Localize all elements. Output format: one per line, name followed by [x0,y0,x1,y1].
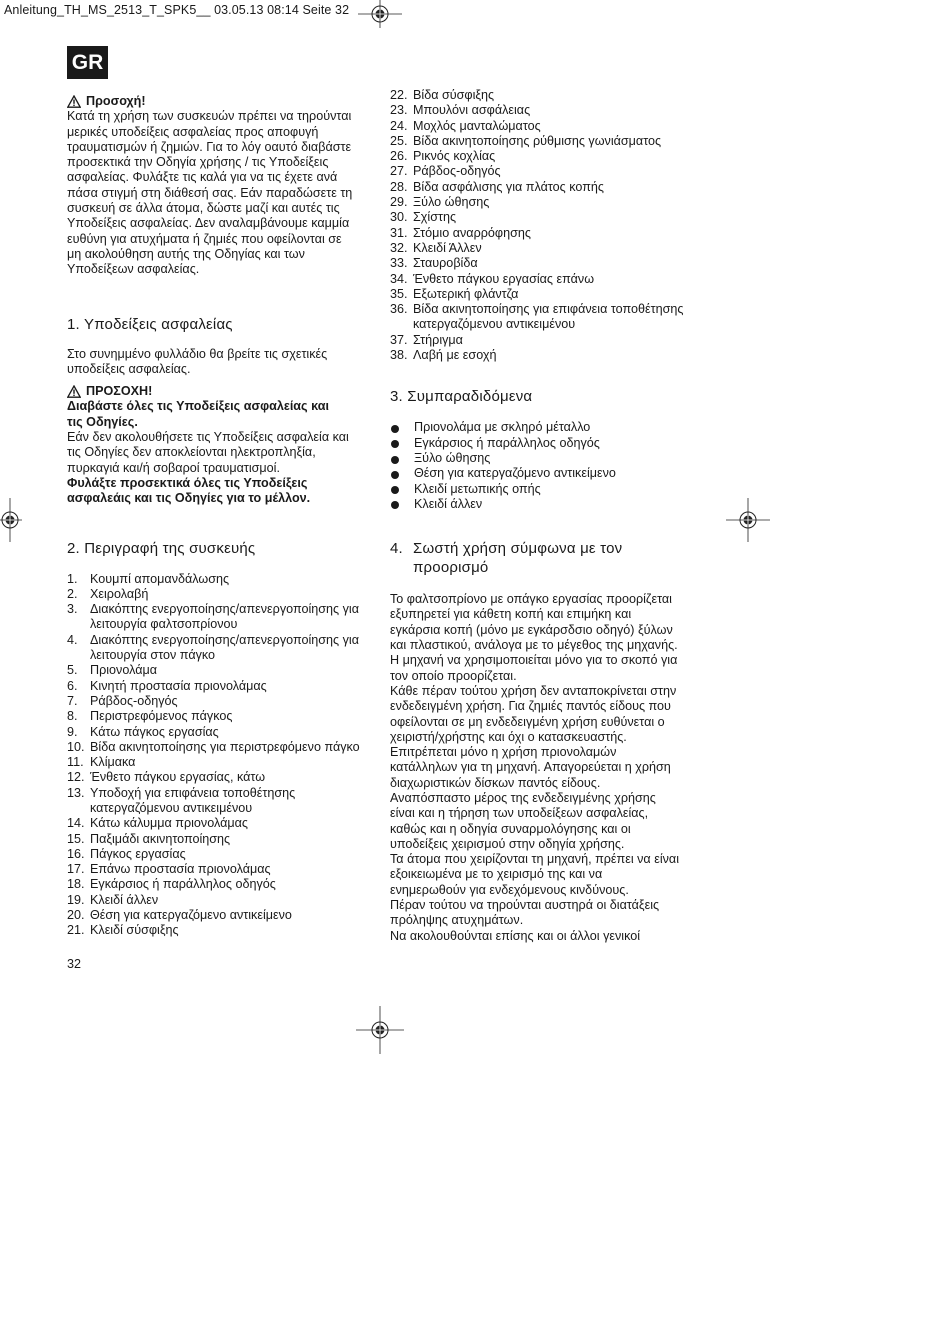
item-label: Ρικνός κοχλίας [413,149,496,164]
text-line: κατάλληλων για τη μηχανή. Απαγορεύεται η χρήση [390,760,671,775]
list-item [67,633,367,664]
warning-triangle-icon [67,385,81,398]
list-item [390,333,700,348]
text-line: μερικές υποδείξεις ασφαλείας προς αποφυγή [67,124,319,139]
item-number: 27. [390,164,408,179]
item-label: Ράβδος-οδηγός [90,693,178,708]
item-label: Κάτω κάλυμμα πριονολάμας [90,816,248,831]
item-number: 25. [390,133,408,148]
text-line: Κάθε πέραν τούτου χρήση δεν ανταποκρίνεται στην [390,683,677,698]
bullet-icon [391,471,399,479]
list-item [67,755,367,770]
bullet-icon [391,440,399,448]
list-item [67,847,367,862]
list-item [390,210,700,225]
text-line: εξοικειωμένα με το χειρισμό της και να [390,867,603,882]
parts-list [67,572,367,939]
registration-mark-icon [358,0,402,28]
text-line: Το φαλτσοπρίονο με οπάγκο εργασίας προορίζεται [390,592,672,607]
item-number: 30. [390,210,408,225]
section-heading: 3. Συμπαραδιδόμενα [390,388,533,406]
list-item [67,923,367,938]
text-line: ενδεδειγμένη χρήση. Για ζημιές παντός είδους που [390,699,671,714]
section-heading [390,539,700,577]
item-number: 16. [67,846,85,861]
item-label: Στήριγμα [413,332,463,347]
text-line: ασφαλείας. Φυλάξτε τις καλά για να τις έχετε ανά [67,170,338,185]
section-heading: 1. Υποδείξεις ασφαλείας [67,315,233,333]
item-label: Εγκάρσιος ή παράλληλος οδηγός [414,435,600,450]
list-item [390,287,700,302]
heading-line: προορισμό [413,559,489,577]
text-line: υποδείξεις ασφαλείας. [67,361,191,376]
item-label: Ξύλο ώθησης [414,450,491,465]
item-label: Βίδα ακινητοποίησης για επιφάνεια τοποθέτησης κατεργαζόμενου αντικειμένου [413,302,684,332]
text-line: Τα άτομα που χειρίζονται τη μηχανή, πρέπει να είναι [390,852,679,867]
text-line: πυρκαγιά και/ή σοβαροί τραυματισμοί. [67,460,280,475]
file-header: Anleitung_TH_MS_2513_T_SPK5__ 03.05.13 08:14 Seite 32 [4,3,350,17]
list-item [390,226,700,241]
item-label: Κλειδί μετωπικής οπής [414,481,541,496]
list-item [67,709,367,724]
list-item [390,272,700,287]
text-line: διαχωριστικών δίσκων παντός είδους. [390,775,601,790]
item-label: Πάγκος εργασίας [90,846,186,861]
list-item [67,740,367,755]
list-item [390,180,700,195]
item-label: Ξύλο ώθησης [413,195,490,210]
section-number: 4. [390,540,403,558]
list-item [390,466,700,481]
warning-triangle-icon [67,95,81,108]
list-item [67,908,367,923]
registration-mark-icon [356,1006,404,1054]
text-line: υποδείξεις χειρισμού στην οδηγία χρήσης. [390,836,625,851]
item-number: 10. [67,739,85,754]
list-item [67,587,367,602]
text-line: Εάν δεν ακολουθήσετε τις Υποδείξεις ασφαλεία και [67,430,349,445]
text-line: οφείλονται σε μη ενδεδειγμένη χρήση ευθύνεται ο [390,714,665,729]
item-number: 31. [390,225,408,240]
parts-list [390,88,700,363]
item-label: Βίδα ασφάλισης για πλάτος κοπής [413,179,604,194]
item-label: Μπουλόνι ασφάλειας [413,103,531,118]
text-line: καθώς και η οδηγία συναρμολόγησης και οι [390,821,631,836]
text-line: τις Οδηγίες. [67,414,138,429]
text-line: εξυπηρετεί για κάθετη κοπή και επιμήκη και [390,607,632,622]
text-line: Κατά τη χρήση των συσκευών πρέπει να τηρούνται [67,109,352,124]
item-label: Θέση για κατεργαζόμενο αντικείμενο [414,466,616,481]
caution-heading [67,94,367,109]
list-item [67,877,367,892]
item-label: Χειρολαβή [90,586,149,601]
item-label: Περιστρεφόμενος πάγκος [90,709,233,724]
list-item [390,451,700,466]
item-label: Εξωτερική φλάντζα [413,286,519,301]
list-item [390,497,700,512]
text-line: και πλαστικού, ανάλογα με το μέγεθος της μηχανής. [390,638,678,653]
list-item [67,694,367,709]
text-line: ενημερωθούν για ενδεχόμενους κινδύνους. [390,882,629,897]
item-label: Κλειδί άλλεν [414,496,483,511]
bullet-icon [391,486,399,494]
text-line: ασφαλεάις και τις Οδηγίες για το μέλλον. [67,491,311,506]
item-number: 15. [67,831,85,846]
item-label: Βίδα ακινητοποίησης ρύθμισης γωνιάσματος [413,133,662,148]
item-number: 5. [67,663,78,678]
list-item [390,482,700,497]
item-label: Κλειδί άλλεν [90,892,159,907]
item-label: Πριονολάμα με σκληρό μέταλλο [414,420,591,435]
text-line: Επιτρέπεται μόνο η χρήση πριονολαμών [390,745,617,760]
text-line: εγκάρσια κοπή (μόνο με εγκάρσδσιο οδηγό) ξύλων [390,622,673,637]
list-item [390,256,700,271]
text-line: Υποδείξεων ασφαλείας. [67,262,200,277]
item-number: 20. [67,908,85,923]
item-number: 4. [67,632,78,647]
list-item [67,893,367,908]
item-number: 6. [67,678,78,693]
heading-line: Σωστή χρήση σύμφωνα με τον [413,540,623,558]
item-label: Ένθετο πάγκου εργασίας επάνω [413,271,595,286]
item-number: 2. [67,586,78,601]
item-number: 36. [390,302,408,317]
item-label: Μοχλός μανταλώματος [413,118,541,133]
item-number: 37. [390,332,408,347]
text-line: τραυματισμών ή ζημιών. Για το λόγ οαυτό διαβάστε [67,139,352,154]
item-number: 32. [390,240,408,255]
item-label: Σταυροβίδα [413,256,478,271]
item-number: 12. [67,770,85,785]
list-item [390,119,700,134]
caution-text [67,109,367,277]
item-number: 19. [67,892,85,907]
item-label: Θέση για κατεργαζόμενο αντικείμενο [90,908,292,923]
item-number: 18. [67,877,85,892]
item-label: Κλίμακα [90,755,136,770]
list-item [390,241,700,256]
item-number: 11. [67,755,84,770]
item-label: Κινητή προστασία πριονολάμας [90,678,267,693]
item-label: Επάνω προστασία πριονολάμας [90,862,271,877]
item-label: Εγκάρσιος ή παράλληλος οδηγός [90,877,276,892]
text-line: τις Οδηγίες δεν αποκλείονται ηλεκτροπληξία, [67,445,316,460]
text-line: μη ακολούθηση αυτής της Οδηγίας και των [67,246,305,261]
list-item [67,572,367,587]
text-line: Πέραν τούτου να τηρούνται αυστηρά οι διατάξεις [390,898,660,913]
text-line: Φυλάξτε προσεκτικά όλες τις Υποδείξεις [67,475,308,490]
list-item [390,103,700,118]
text-line: Να ακολουθούνται επίσης και οι άλλοι γενικοί [390,928,641,943]
text-line: Στο συνημμένο φυλλάδιο θα βρείτε τις σχετικές [67,346,328,361]
item-number: 24. [390,118,408,133]
item-label: Διακόπτης ενεργοποίησης/απενεργοποίησης για λειτουργία φαλτσοπρίονου [90,602,359,632]
section-heading: 2. Περιγραφή της συσκευής [67,539,256,557]
item-label: Κάτω πάγκος εργασίας [90,724,219,739]
list-item [390,436,700,451]
list-item [67,663,367,678]
list-item [390,348,700,363]
text-line: προσεκτικά την Οδηγία χρήσης / τις Υποδείξεις [67,155,329,170]
text-line: συσκευή σε άλλα άτομα, δώστε μαζί και αυτές τις [67,201,340,216]
list-item [67,816,367,831]
list-item [67,725,367,740]
right-column [390,88,700,944]
registration-mark-icon [726,498,770,542]
bullet-icon [391,501,399,509]
text-line: τον οποίο προορίζεται. [390,668,517,683]
list-item [390,302,700,333]
text-line: Αναπόσπαστο μέρος της ενδεδειγμένης χρήσης [390,790,656,805]
item-number: 14. [67,816,85,831]
warning-title: ΠΡΟΣΟΧΗ! [86,384,153,399]
text-line: είναι και η τήρηση των υποδείξεων ασφαλείας, [390,806,649,821]
list-item [390,195,700,210]
item-number: 34. [390,271,408,286]
list-item [67,602,367,633]
text-line: πρόληψης ατυχημάτων. [390,913,524,928]
item-number: 21. [67,923,85,938]
item-number: 33. [390,256,408,271]
registration-mark-icon [0,498,22,542]
item-number: 3. [67,602,78,617]
item-label: Βίδα ακινητοποίησης για περιστρεφόμενο πάγκο [90,739,360,754]
item-label: Στόμιο αναρρόφησης [413,225,531,240]
item-label: Σχίστης [413,210,457,225]
item-label: Ένθετο πάγκου εργασίας, κάτω [90,770,266,785]
item-number: 9. [67,724,78,739]
list-item [67,786,367,817]
item-label: Βίδα σύσφιξης [413,88,495,102]
text-line: ευθύνη για ατυχήματα ή ζημιές που οφείλονται σε [67,231,342,246]
item-number: 1. [67,571,78,586]
item-number: 38. [390,348,408,363]
item-label: Κλειδί Άλλεν [413,240,482,255]
bullet-icon [391,425,399,433]
list-item [390,149,700,164]
item-label: Ράβδος-οδηγός [413,164,501,179]
item-number: 17. [67,862,85,877]
language-badge: GR [67,46,108,79]
item-number: 22. [390,88,408,102]
text-line: Η μηχανή να χρησιμοποιείται μόνο για το σκοπό για [390,653,678,668]
left-column [67,94,367,939]
item-label: Πριονολάμα [90,663,158,678]
item-number: 28. [390,179,408,194]
item-number: 23. [390,103,408,118]
intended-use-text [390,592,700,944]
list-item [67,832,367,847]
item-label: Κουμπί απομανδάλωσης [90,571,230,586]
warning-heading [67,384,367,399]
page-number: 32 [67,957,82,971]
caution-title: Προσοχή! [86,94,146,108]
item-label: Λαβή με εσοχή [413,348,497,363]
item-number: 7. [67,693,78,708]
list-item [67,862,367,877]
text-line: Υποδείξεις ασφαλείας. Δεν αναλαμβάνουμε καμμία [67,216,350,231]
text-line: χειριστή/χρήστης και όχι ο κατασκευαστής. [390,729,627,744]
section-title [413,539,622,577]
item-label: Κλειδί σύσφιξης [90,923,179,938]
list-item [67,679,367,694]
text-line: πάσα στιγμή στη διάθεσή σας. Εάν παραδώσετε τη [67,185,353,200]
list-item [390,134,700,149]
included-items-list [390,420,700,512]
item-label: Διακόπτης ενεργοποίησης/απενεργοποίησης για λειτουργία στον πάγκο [90,632,359,663]
item-number: 8. [67,709,78,724]
item-number: 13. [67,785,85,800]
bullet-icon [391,456,399,464]
item-number: 29. [390,195,408,210]
text-line: Διαβάστε όλες τις Υποδείξεις ασφαλείας και [67,399,329,414]
item-label: Παξιμάδι ακινητοποίησης [90,831,231,846]
list-item [390,164,700,179]
list-item [390,420,700,435]
list-item [390,88,700,103]
list-item [67,770,367,785]
item-number: 26. [390,149,408,164]
item-label: Υποδοχή για επιφάνεια τοποθέτησης κατεργαζόμενου αντικειμένου [90,785,296,815]
item-number: 35. [390,286,408,301]
